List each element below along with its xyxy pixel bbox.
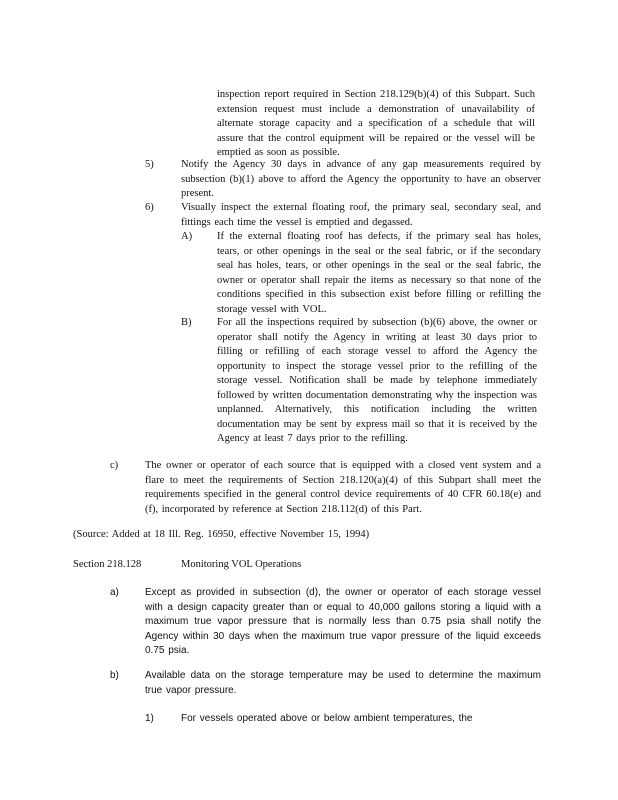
item-c-label: c)	[110, 460, 119, 471]
continued-paragraph: inspection report required in Section 218.129(b)(4) of this Subpart. Such extension request must include a demonstration of unavailability of alternate storage capacity and a specification of a schedule that will assure that the control equipment will be repaired or the vessel will be emptied as soon as possible.	[217, 89, 535, 158]
section-number: Section 218.128	[73, 559, 142, 570]
section-title: Monitoring VOL Operations	[181, 559, 302, 570]
item-b-text: Available data on the storage temperature may be used to determine the maximum true vapor pressure.	[145, 670, 541, 696]
item-6-text: Visually inspect the external floating roof, the primary seal, secondary seal, and fittings each time the vessel is emptied and degassed.	[181, 202, 541, 228]
item-a-label: a)	[110, 587, 119, 598]
item-b-label: b)	[110, 670, 119, 681]
source-note: (Source: Added at 18 Ill. Reg. 16950, effective November 15, 1994)	[73, 529, 370, 540]
item-B-label: B)	[181, 317, 192, 328]
item-B-text: For all the inspections required by subsection (b)(6) above, the owner or operator shall notify the Agency in writing at least 30 days prior to filling or refilling of each storage vessel to afford the Agency the opportunity to inspect the storage vessel prior to the refilling of the storage vessel. Notification shall be made by telephone immediately followed by written documentation demonstrating why the inspection was unplanned. Alternatively, this notification including the written documentation may be sent by express mail so that it is received by the Agency at least 7 days prior to the refilling.	[217, 317, 537, 444]
item-6-label: 6)	[145, 202, 154, 213]
item-a-text: Except as provided in subsection (d), the owner or operator of each storage vessel with a design capacity greater than or equal to 40,000 gallons storing a liquid with a maximum true vapor pressure that is normally less than 0.75 psia shall notify the Agency within 30 days when the maximum true vapor pressure of the liquid exceeds 0.75 psia.	[145, 587, 541, 656]
item-1-text: For vessels operated above or below ambient temperatures, the	[181, 713, 473, 724]
item-1-label: 1)	[145, 713, 154, 724]
item-A-label: A)	[181, 231, 193, 242]
item-5-label: 5)	[145, 159, 154, 170]
item-c-text: The owner or operator of each source that is equipped with a closed vent system and a flare to meet the requirements of Section 218.120(a)(4) of this Subpart shall meet the requirements specified in the general control device requirements of 40 CFR 60.18(e) and (f), incorporated by reference at Section 218.112(d) of this Part.	[145, 460, 541, 515]
item-5-text: Notify the Agency 30 days in advance of any gap measurements required by subsection (b)(1) above to afford the Agency the opportunity to have an observer present.	[181, 159, 541, 199]
item-A-text: If the external floating roof has defects, if the primary seal has holes, tears, or other openings in the seal or the seal fabric, or if the secondary seal has holes, tears, or other openings in the seal or the seal fabric, the owner or operator shall repair the items as necessary so that none of the conditions specified in this subsection exist before filling or refilling the storage vessel with VOL.	[217, 231, 541, 315]
